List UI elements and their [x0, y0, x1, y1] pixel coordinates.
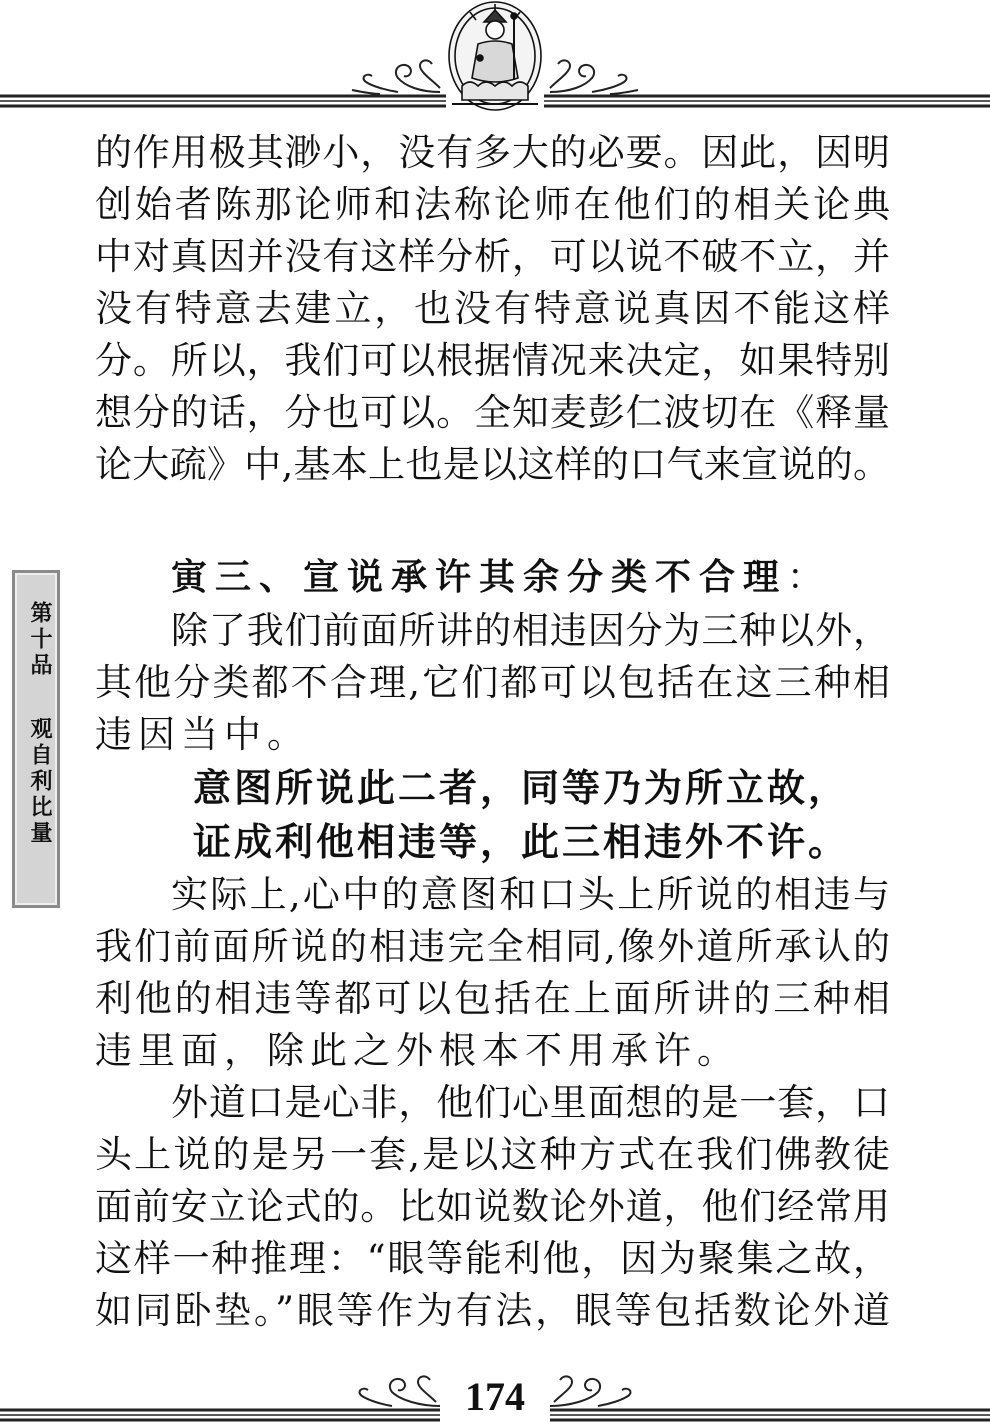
paragraph [95, 869, 890, 1077]
cloud-scroll-right-icon [550, 60, 638, 94]
paragraph [95, 1077, 890, 1337]
text-line: 如同卧垫。”眼等作为有法，眼等包括数论外道 [95, 1289, 890, 1332]
deity-figure-icon [449, 2, 541, 110]
page-number: 174 [465, 1374, 525, 1419]
text-line: 创始者陈那论师和法称论师在他们的相关论典 [95, 183, 890, 226]
text-line: 没有特意去建立，也没有特意说真因不能这样 [95, 287, 890, 330]
section-heading-text: 寅三、宣说承许其余分类不合理 [171, 556, 788, 598]
page-header [0, 0, 990, 112]
text-line: 外道口是心非，他们心里面想的是一套，口 [171, 1081, 890, 1124]
chapter-side-tab [12, 570, 60, 908]
header-rule [0, 0, 990, 112]
text-line: 违因当中。 [95, 713, 310, 756]
text-line: 面前安立论式的。比如说数论外道，他们经常用 [95, 1185, 890, 1228]
paragraph-gap [95, 491, 890, 549]
paragraph [95, 127, 890, 491]
text-line: 的作用极其渺小，没有多大的必要。因此，因明 [95, 131, 890, 174]
verse-block [95, 761, 890, 869]
text-line: 其他分类都不合理,它们都可以包括在这三种相 [95, 661, 890, 704]
text-line: 想分的话，分也可以。全知麦彭仁波切在《释量 [95, 391, 890, 434]
verse-line: 意图所说此二者，同等乃为所立故， [193, 766, 850, 810]
text-line: 实际上,心中的意图和口头上所说的相违与 [171, 873, 890, 916]
text-line: 利他的相违等都可以包括在上面所讲的三种相 [95, 977, 890, 1020]
verse-line: 证成利他相违等，此三相违外不许。 [193, 820, 850, 864]
text-line: 我们前面所说的相违完全相同,像外道所承认的 [95, 925, 890, 968]
text-line: 这样一种推理：“眼等能利他，因为聚集之故， [95, 1237, 890, 1280]
chapter-title: 观自利比量 [27, 717, 53, 847]
text-line: 中对真因并没有这样分析，可以说不破不立，并 [95, 235, 890, 278]
text-line: 论大疏》中,基本上也是以这样的口气来宣说的。 [95, 443, 890, 486]
text-line: 分。所以，我们可以根据情况来决定，如果特别 [95, 339, 890, 382]
page-body [95, 127, 890, 1337]
section-heading [95, 549, 890, 605]
paragraph [95, 605, 890, 761]
text-line: 违里面，除此之外根本不用承许。 [95, 1029, 740, 1072]
chapter-number: 第十品 [27, 601, 53, 679]
section-heading-colon: ： [787, 557, 832, 598]
cloud-scroll-left-icon [352, 60, 440, 94]
text-line: 除了我们前面所讲的相违因分为三种以外， [171, 609, 890, 652]
text-line: 头上说的是另一套,是以这种方式在我们佛教徒 [95, 1133, 890, 1176]
